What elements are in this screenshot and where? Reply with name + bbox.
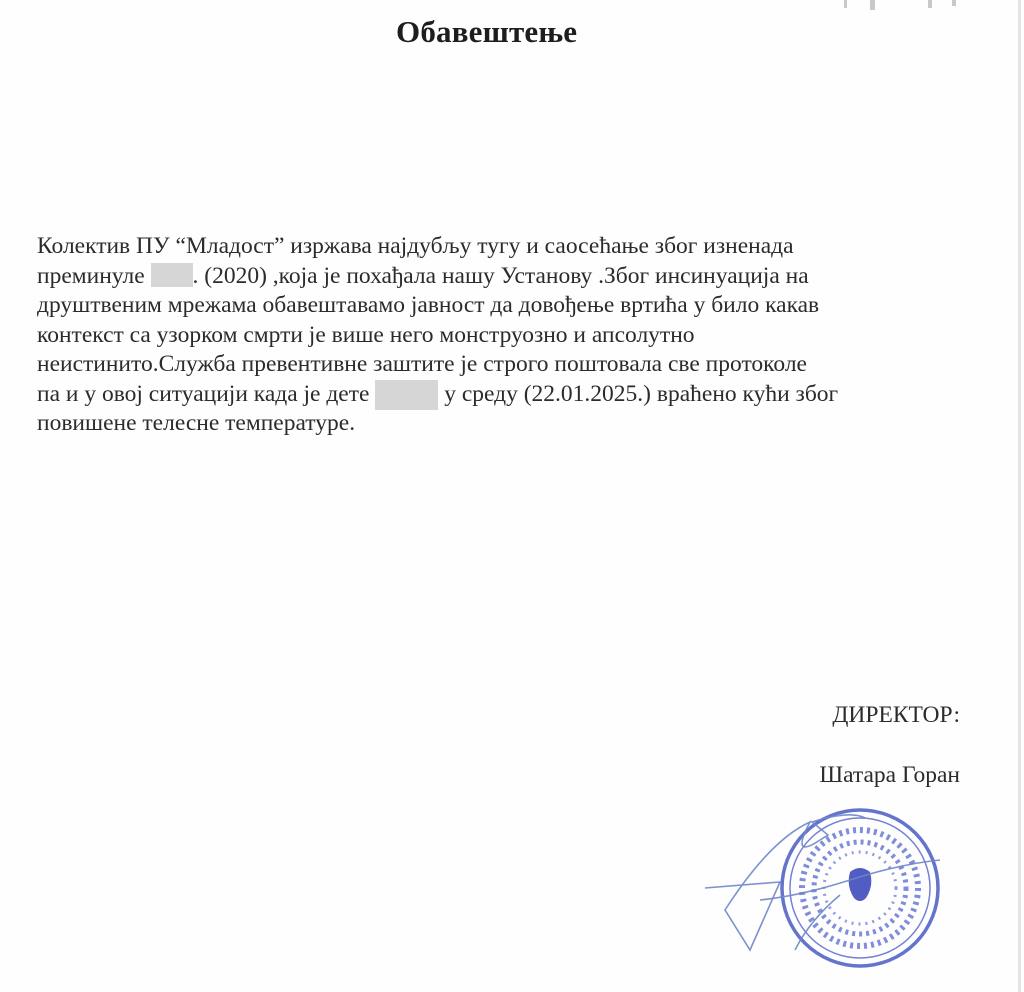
body-line [37,380,987,410]
stamp-and-signature-graphic [700,800,960,990]
redacted-name-box [375,380,438,410]
redacted-name-box [151,263,193,287]
body-line: повишене телесне температуре. [37,410,356,436]
document-body [37,232,987,439]
body-text-segment: . (2020) ,која је похађала нашу Установу .Због инсинуација на [192,262,809,289]
signatory-title: ДИРЕКТОР: [832,702,960,728]
body-line [37,262,987,292]
signature-block [700,700,960,990]
signatory-name: Шатара Горан [819,762,960,788]
body-line: неистинито.Служба превентивне заштите је строго поштовала све протоколе [37,351,807,377]
page-edge-line [1018,0,1021,992]
body-line: друштвеним мрежама обавештавамо јавност да довођење вртића у било какав [37,292,820,318]
body-line: контекст са узорком смрти је више него монструозно и апсолутно [37,321,695,348]
body-text-segment: преминуле [37,262,151,289]
faint-scan-marks [800,0,960,12]
body-text-segment: па и у овој ситуацији када је дете [37,380,376,407]
body-text-segment: у среду (22.01.2025.) враћено кући због [438,380,839,407]
body-line: Колектив ПУ “Младост” изржава најдубљу тугу и саосећање због изненада [37,233,794,259]
document-title: Обавештење [396,14,578,49]
